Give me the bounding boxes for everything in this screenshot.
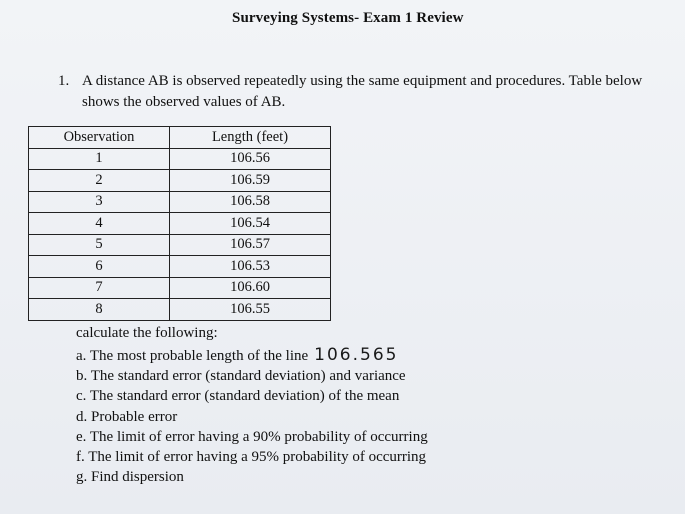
table-row	[29, 234, 331, 256]
table-row	[29, 191, 331, 213]
list-item: d. Probable error	[76, 408, 178, 425]
exam-title: Surveying Systems- Exam 1 Review	[232, 10, 464, 26]
observation-cell: 8	[29, 299, 170, 321]
list-item	[76, 345, 428, 366]
length-cell: 106.55	[170, 299, 331, 321]
list-item: b. The standard error (standard deviation) and variance	[76, 368, 406, 385]
list-item: f. The limit of error having a 95% probability of occurring	[76, 449, 427, 466]
observation-cell: 5	[29, 234, 170, 256]
observation-cell: 6	[29, 256, 170, 278]
table-header-row	[29, 127, 331, 149]
observation-cell: 2	[29, 170, 170, 192]
header-observation: Observation	[29, 127, 170, 149]
observation-cell: 7	[29, 277, 170, 299]
length-cell: 106.58	[170, 191, 331, 213]
table-row	[29, 148, 331, 170]
length-cell: 106.59	[170, 170, 331, 192]
task-list	[76, 345, 428, 487]
list-item: c. The standard error (standard deviation) of the mean	[76, 388, 400, 405]
table-row	[29, 256, 331, 278]
observation-cell: 4	[29, 213, 170, 235]
length-cell: 106.53	[170, 256, 331, 278]
observation-table	[28, 126, 331, 321]
list-item: g. Find dispersion	[76, 469, 184, 486]
length-cell: 106.57	[170, 234, 331, 256]
table-row	[29, 299, 331, 321]
question-number: 1.	[58, 73, 70, 89]
calculate-label: calculate the following:	[76, 325, 218, 341]
list-item: e. The limit of error having a 90% probability of occurring	[76, 428, 428, 445]
header-length: Length (feet)	[170, 127, 331, 149]
handwritten-answer: 106.565	[314, 345, 399, 365]
length-cell: 106.56	[170, 148, 331, 170]
table-row	[29, 277, 331, 299]
length-cell: 106.54	[170, 213, 331, 235]
table-row	[29, 213, 331, 235]
length-cell: 106.60	[170, 277, 331, 299]
observation-cell: 3	[29, 191, 170, 213]
observation-cell: 1	[29, 148, 170, 170]
item-text: a. The most probable length of the line	[76, 348, 309, 364]
question-intro: A distance AB is observed repeatedly using the same equipment and procedures. Table below shows the observed values of AB.	[82, 73, 643, 110]
table-row	[29, 170, 331, 192]
